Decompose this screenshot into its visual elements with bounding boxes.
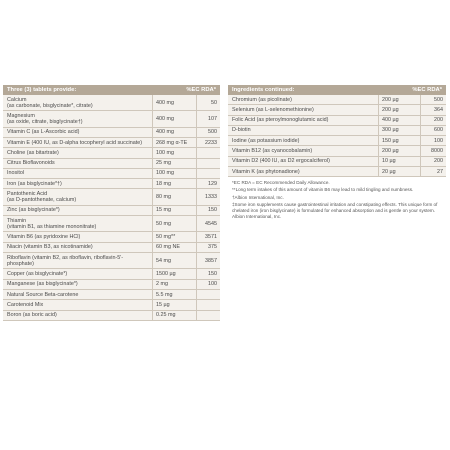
nutrient-name: Iodine (as potassium iodide) <box>232 137 300 144</box>
nutrient-name: Vitamin C (as L-Ascorbic acid) <box>7 129 80 136</box>
table-row <box>3 253 220 269</box>
nutrient-rda: 107 <box>196 111 220 126</box>
table-row <box>3 290 220 300</box>
nutrient-amount: 1500 µg <box>152 269 196 278</box>
nutrient-amount: 200 µg <box>378 146 420 155</box>
nutrient-name: Niacin (vitamin B3, as nicotinamide) <box>7 244 93 251</box>
nutrient-rda: 375 <box>196 243 220 252</box>
table-row <box>228 167 446 177</box>
right-table-header <box>228 85 446 95</box>
nutrient-name: Manganese (as bisglycinate*) <box>7 281 78 288</box>
footnote: *EC RDA = EC Recommended Daily Allowance. <box>232 180 330 186</box>
nutrient-amount: 400 mg <box>152 128 196 137</box>
nutrient-name: Chromium (as picolinate) <box>232 96 292 103</box>
footnote: †Albion International, Inc. <box>232 194 284 200</box>
nutrient-rda <box>196 300 220 309</box>
nutrient-amount: 20 µg <box>378 167 420 176</box>
nutrient-amount: 200 µg <box>378 105 420 114</box>
nutrient-rda <box>196 290 220 299</box>
footnote: **Long term intakes of this amount of vitamin B6 may lead to mild tingling and numbness. <box>232 187 414 193</box>
nutrient-rda: 2233 <box>196 138 220 147</box>
nutrient-amount: 0.25 mg <box>152 311 196 320</box>
nutrient-rda <box>196 159 220 168</box>
nutrient-rda <box>196 148 220 157</box>
table-row <box>228 105 446 115</box>
table-row <box>228 136 446 146</box>
right-header-rda: %EC RDA* <box>412 87 442 93</box>
nutrient-name: Calcium (as carbonate, bisglycinate*, citrate) <box>7 96 93 109</box>
nutrient-name: Zinc (as bisglycinate*) <box>7 207 60 214</box>
nutrient-name: Copper (as bisglycinate*) <box>7 271 68 277</box>
nutrient-name: Folic Acid (as pteroylmonoglutamic acid) <box>232 117 329 124</box>
footnote: ‡Some iron supplements cause gastrointestinal irritation and constipating effects. This unique form of chelated iron (iron bisglycinate) is formulated for enhanced absorption and is gentle on your system. Albion International, Inc. <box>232 201 438 219</box>
nutrient-name: Vitamin K (as phytonadione) <box>232 168 300 175</box>
nutrient-rda: 500 <box>196 128 220 137</box>
left-header-rda: %EC RDA* <box>186 87 216 93</box>
table-row <box>228 126 446 136</box>
left-header-title: Three (3) tablets provide: <box>7 87 77 93</box>
nutrient-amount: 54 mg <box>152 253 196 268</box>
nutrient-amount: 50 mg** <box>152 232 196 241</box>
nutrient-amount: 15 mg <box>152 206 196 215</box>
table-row <box>228 146 446 156</box>
nutrient-rda: 100 <box>420 136 446 145</box>
nutrient-amount: 25 mg <box>152 159 196 168</box>
nutrient-rda: 200 <box>420 116 446 125</box>
nutrient-amount: 200 µg <box>378 95 420 104</box>
nutrient-rda: 1333 <box>196 189 220 204</box>
table-row <box>3 311 220 321</box>
left-table-header <box>3 85 220 95</box>
table-row <box>3 179 220 189</box>
table-row <box>3 243 220 253</box>
nutrient-amount: 2 mg <box>152 280 196 289</box>
left-nutrition-table <box>3 85 220 321</box>
nutrient-name: Selenium (as L-selenomethionine) <box>232 106 314 113</box>
nutrient-name: Vitamin E (400 IU, as D-alpha tocopheryl acid succinate) <box>7 139 143 146</box>
nutrient-rda: 364 <box>420 105 446 114</box>
footnotes <box>228 177 446 220</box>
nutrient-amount: 100 mg <box>152 148 196 157</box>
nutrient-amount: 18 mg <box>152 179 196 188</box>
table-row <box>3 232 220 242</box>
nutrient-name: Natural Source Beta-carotene <box>7 291 79 298</box>
nutrient-name: Pantothenic Acid (as D-pantothenate, calcium) <box>7 191 77 204</box>
nutrient-rda: 3857 <box>196 253 220 268</box>
nutrient-amount: 50 mg <box>152 216 196 231</box>
table-row <box>3 216 220 232</box>
nutrient-rda: 4545 <box>196 216 220 231</box>
nutrient-amount: 150 µg <box>378 136 420 145</box>
nutrient-amount: 15 µg <box>152 300 196 309</box>
right-table-body <box>228 95 446 177</box>
nutrient-rda: 200 <box>420 157 446 166</box>
table-row <box>3 128 220 138</box>
nutrient-rda: 50 <box>196 95 220 110</box>
nutrient-amount: 400 mg <box>152 111 196 126</box>
nutrient-name: Carotenoid Mix <box>7 301 44 308</box>
nutrient-amount: 400 µg <box>378 116 420 125</box>
nutrient-amount: 400 mg <box>152 95 196 110</box>
nutrient-name: Boron (as boric acid) <box>7 312 57 319</box>
nutrient-rda: 600 <box>420 126 446 135</box>
nutrient-amount: 10 µg <box>378 157 420 166</box>
table-row <box>3 206 220 216</box>
table-row <box>228 116 446 126</box>
table-row <box>3 169 220 179</box>
nutrient-rda: 100 <box>196 280 220 289</box>
table-row <box>3 269 220 279</box>
nutrient-name: Iron (as bisglycinate*†) <box>7 180 62 187</box>
right-nutrition-table <box>228 85 446 221</box>
table-row <box>228 95 446 105</box>
nutrient-amount: 268 mg α-TE <box>152 138 196 147</box>
table-row <box>3 189 220 205</box>
nutrient-name: Magnesium (as oxide, citrate, bisglycinate†) <box>7 112 83 126</box>
nutrient-rda: 150 <box>196 206 220 215</box>
nutrient-name: Vitamin B12 (as cyanocobalamin) <box>232 148 313 154</box>
nutrient-name: D-biotin <box>232 127 251 134</box>
left-table-body <box>3 95 220 321</box>
table-row <box>3 148 220 158</box>
nutrient-amount: 60 mg NE <box>152 243 196 252</box>
table-row <box>3 280 220 290</box>
table-row <box>3 138 220 148</box>
nutrient-amount: 80 mg <box>152 189 196 204</box>
nutrient-name: Vitamin B6 (as pyridoxine HCl) <box>7 234 81 241</box>
table-row <box>3 159 220 169</box>
table-row <box>3 95 220 111</box>
nutrient-rda: 3571 <box>196 232 220 241</box>
nutrient-rda <box>196 311 220 320</box>
nutrient-amount: 5.5 mg <box>152 290 196 299</box>
nutrient-rda: 500 <box>420 95 446 104</box>
nutrient-rda: 8000 <box>420 146 446 155</box>
nutrient-name: Vitamin D2 (400 IU, as D2 ergocalciferol) <box>232 158 330 165</box>
nutrient-name: Citrus Bioflavonoids <box>7 160 55 167</box>
table-row <box>3 111 220 127</box>
right-header-title: Ingredients continued: <box>232 87 295 93</box>
nutrient-amount: 300 µg <box>378 126 420 135</box>
table-row <box>228 157 446 167</box>
nutrient-rda: 27 <box>420 167 446 176</box>
nutrient-rda <box>196 169 220 178</box>
nutrient-name: Inositol <box>7 170 25 177</box>
nutrient-rda: 150 <box>196 269 220 278</box>
table-row <box>3 300 220 310</box>
nutrient-rda: 129 <box>196 179 220 188</box>
nutrient-name: Choline (as bitartrate) <box>7 149 59 156</box>
nutrient-amount: 100 mg <box>152 169 196 178</box>
nutrient-name: Thiamin (vitamin B1, as thiamine mononitrate) <box>7 217 97 230</box>
nutrient-name: Riboflavin (vitamin B2, as riboflavin, riboflavin-5'-phosphate) <box>7 254 124 267</box>
